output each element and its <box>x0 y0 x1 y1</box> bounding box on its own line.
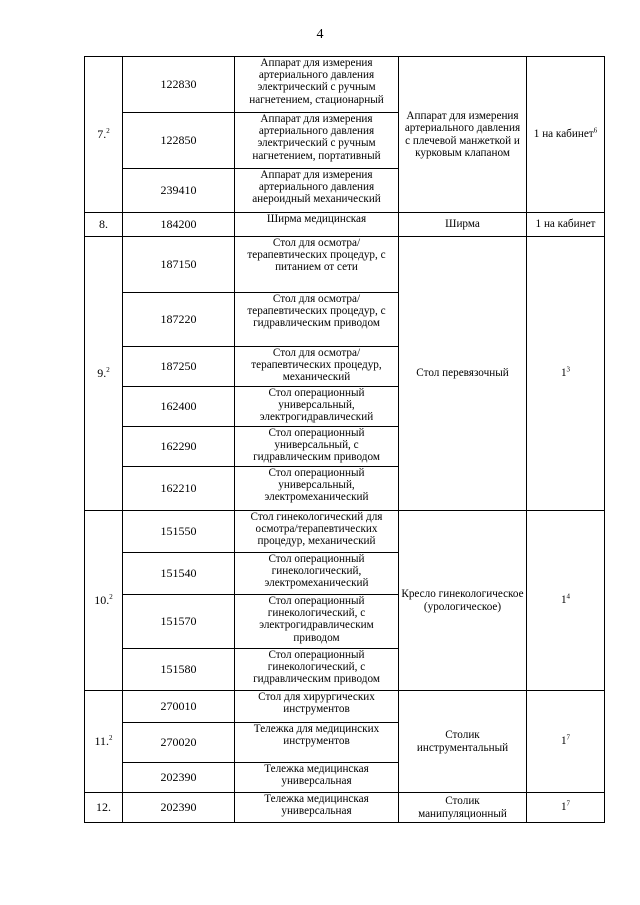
type-name-cell: Стол для хирургических инструментов <box>235 691 399 723</box>
row-number: 11. <box>94 734 110 749</box>
code-cell: 184200 <box>123 213 235 237</box>
code-cell: 270020 <box>123 723 235 763</box>
quantity-cell <box>527 691 605 793</box>
row-number-cell <box>85 793 123 823</box>
row-number-footnote: 2 <box>106 127 110 136</box>
row-number-cell <box>85 511 123 691</box>
type-name-cell: Стол операционный универсальный, электромеханический <box>235 467 399 511</box>
code-cell: 162210 <box>123 467 235 511</box>
quantity: 1 <box>560 367 567 380</box>
equipment-name-cell: Стол перевязочный <box>399 237 527 511</box>
code-cell: 162400 <box>123 387 235 427</box>
quantity-footnote: 7 <box>566 733 571 742</box>
code-cell: 122830 <box>123 57 235 113</box>
quantity-footnote: 4 <box>566 592 571 601</box>
quantity-footnote: 3 <box>566 365 571 374</box>
quantity-cell <box>527 793 605 823</box>
type-name-cell: Аппарат для измерения артериального давления анероидный механический <box>235 169 399 213</box>
row-number: 7. <box>97 127 107 142</box>
row-number-footnote: 2 <box>106 366 110 375</box>
type-name-cell: Стол гинекологический для осмотра/терапевтических процедур, механический <box>235 511 399 553</box>
type-name-cell: Стол для осмотра/терапевтических процедур, с гидравлическим приводом <box>235 293 399 347</box>
type-name-cell: Стол операционный гинекологический, с электрогидравлическим приводом <box>235 595 399 649</box>
table-row <box>85 237 605 293</box>
table-body <box>85 57 605 823</box>
row-number-footnote: 2 <box>109 734 113 743</box>
row-number: 12. <box>96 800 111 815</box>
equipment-name-cell: Аппарат для измерения артериального давления с плечевой манжеткой и курковым клапаном <box>399 57 527 213</box>
quantity: 1 <box>560 594 567 607</box>
type-name-cell: Тележка медицинская универсальная <box>235 763 399 793</box>
code-cell: 202390 <box>123 763 235 793</box>
quantity: 1 <box>560 801 567 814</box>
type-name-cell: Аппарат для измерения артериального давления электрический с ручным нагнетением, портативный <box>235 113 399 169</box>
page-number: 4 <box>316 27 324 42</box>
type-name-cell: Стол для осмотра/терапевтических процедур, механический <box>235 347 399 387</box>
quantity-cell <box>527 57 605 213</box>
row-number: 9. <box>97 366 107 381</box>
type-name-cell: Стол операционный гинекологический, электромеханический <box>235 553 399 595</box>
type-name-cell: Аппарат для измерения артериального давления электрический с ручным нагнетением, стационарный <box>235 57 399 113</box>
equipment-name-cell: Столик манипуляционный <box>399 793 527 823</box>
equipment-table <box>84 56 605 823</box>
code-cell: 151540 <box>123 553 235 595</box>
code-cell: 151550 <box>123 511 235 553</box>
code-cell: 151580 <box>123 649 235 691</box>
type-name-cell: Тележка для медицинских инструментов <box>235 723 399 763</box>
code-cell: 202390 <box>123 793 235 823</box>
row-number-cell <box>85 213 123 237</box>
code-cell: 187150 <box>123 237 235 293</box>
quantity-cell <box>527 511 605 691</box>
code-cell: 162290 <box>123 427 235 467</box>
type-name-cell: Стол операционный гинекологический, с гидравлическим приводом <box>235 649 399 691</box>
type-name-cell: Стол операционный универсальный, электрогидравлический <box>235 387 399 427</box>
type-name-cell: Стол для осмотра/терапевтических процедур, с питанием от сети <box>235 237 399 293</box>
quantity-footnote: 7 <box>566 799 571 808</box>
row-number-cell <box>85 691 123 793</box>
row-number-cell <box>85 237 123 511</box>
table-row <box>85 57 605 113</box>
code-cell: 270010 <box>123 691 235 723</box>
equipment-name-cell: Столик инструментальный <box>399 691 527 793</box>
quantity-cell <box>527 237 605 511</box>
row-number-cell <box>85 57 123 213</box>
table-row <box>85 793 605 823</box>
equipment-name-cell: Ширма <box>399 213 527 237</box>
table-row <box>85 213 605 237</box>
table-row <box>85 691 605 723</box>
type-name-cell: Стол операционный универсальный, с гидравлическим приводом <box>235 427 399 467</box>
code-cell: 187220 <box>123 293 235 347</box>
equipment-name-cell: Кресло гинекологическое (урологическое) <box>399 511 527 691</box>
type-name-cell: Ширма медицинская <box>235 213 399 237</box>
quantity: 1 <box>560 735 567 748</box>
row-number-footnote: 2 <box>109 593 113 602</box>
row-number: 10. <box>94 593 110 608</box>
quantity-cell <box>527 213 605 237</box>
code-cell: 122850 <box>123 113 235 169</box>
code-cell: 239410 <box>123 169 235 213</box>
table-row <box>85 511 605 553</box>
row-number: 8. <box>99 217 108 232</box>
quantity: 1 на кабинет <box>535 218 596 231</box>
code-cell: 151570 <box>123 595 235 649</box>
type-name-cell: Тележка медицинская универсальная <box>235 793 399 823</box>
code-cell: 187250 <box>123 347 235 387</box>
quantity: 1 на кабинет <box>533 128 594 141</box>
quantity-footnote: 6 <box>593 126 598 135</box>
